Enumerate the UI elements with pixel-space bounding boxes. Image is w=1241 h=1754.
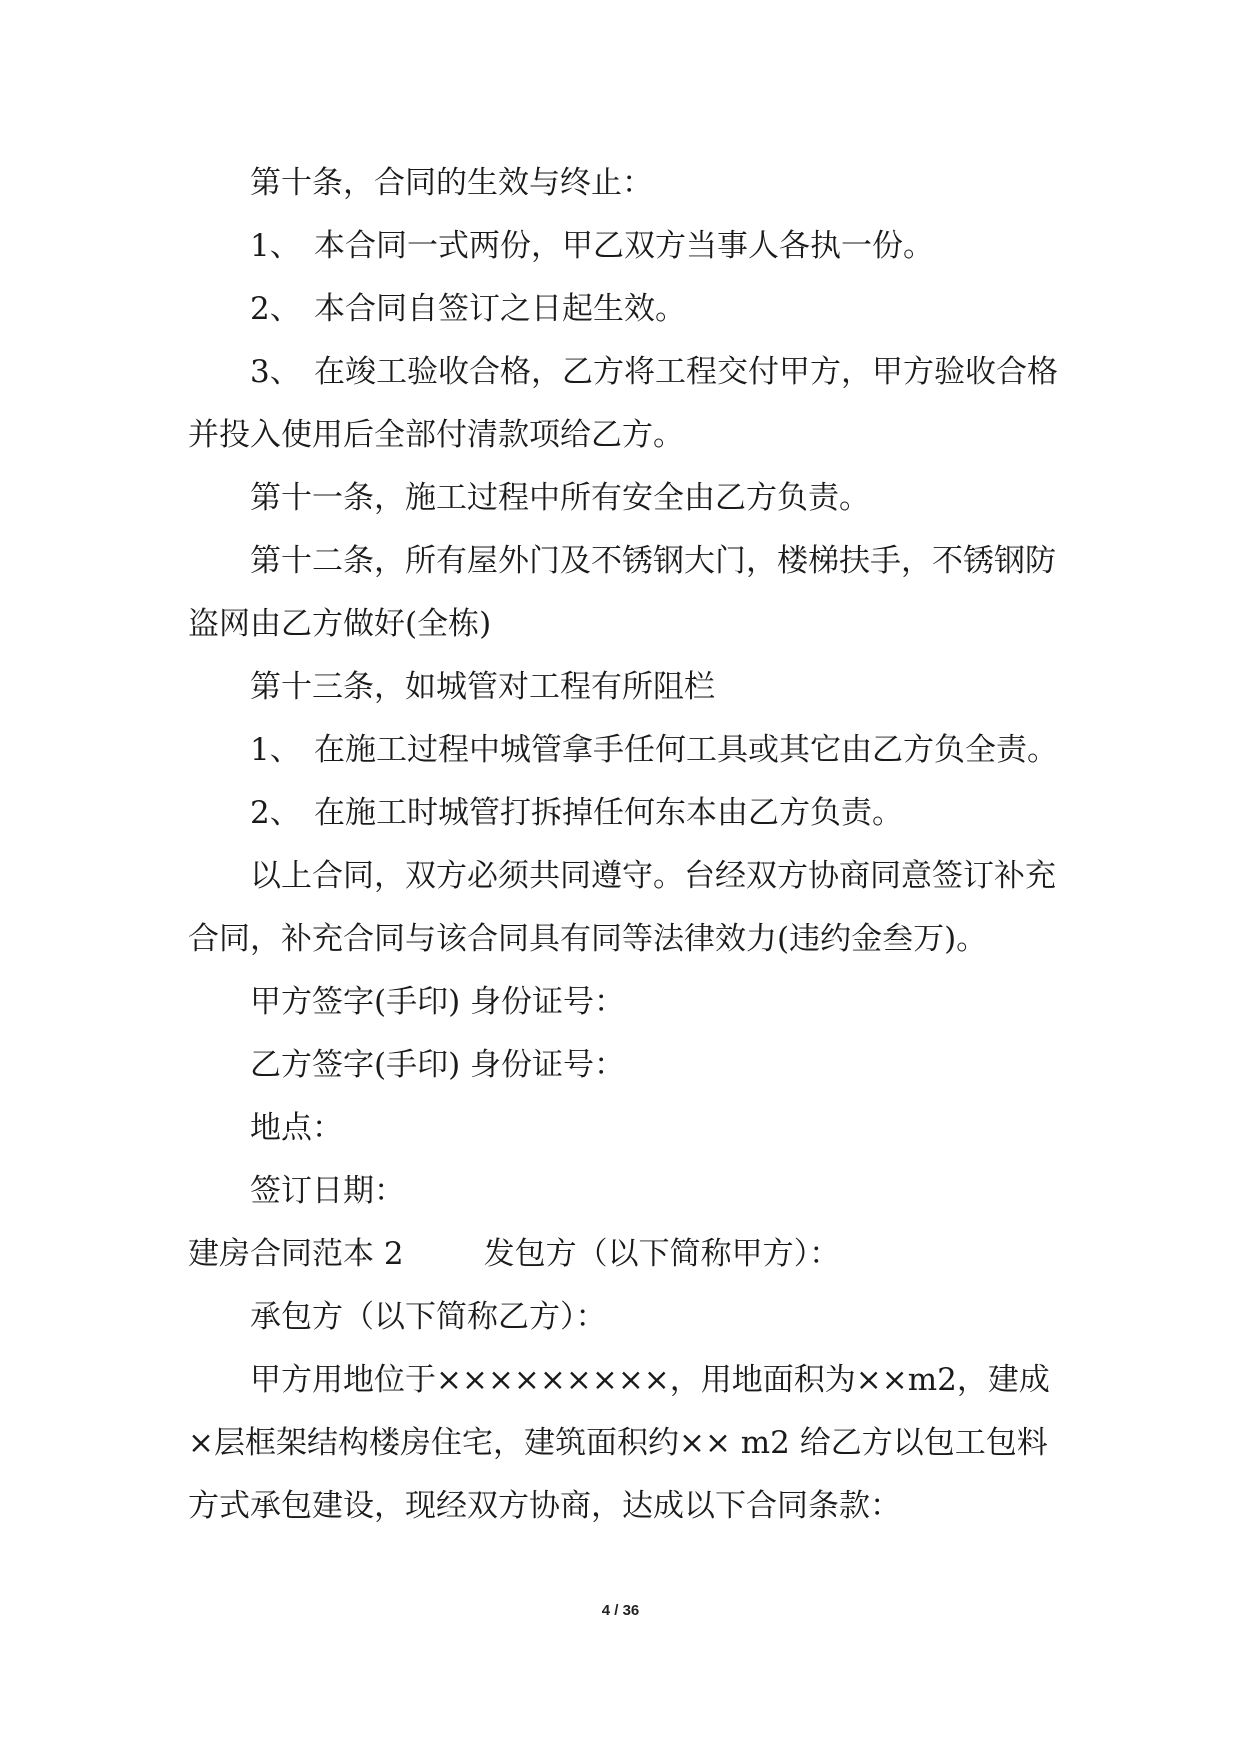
project-description: 甲方用地位于×××××××××，用地面积为××m2，建成	[250, 1362, 1050, 1398]
location-field: 地点：	[250, 1110, 343, 1146]
clause-text: 在施工时城管打拆掉任何东本由乙方负责。	[314, 795, 903, 831]
article-12: 第十二条，所有屋外门及不锈钢大门，楼梯扶手，不锈钢防	[250, 543, 1056, 579]
clause-number: 1、	[250, 228, 301, 264]
article-12-continued: 盗网由乙方做好(全栋)	[188, 606, 492, 642]
project-description-continued-2: 方式承包建设，现经双方协商，达成以下合同条款：	[188, 1488, 901, 1524]
closing-paragraph: 以上合同，双方必须共同遵守。台经双方协商同意签订补充	[250, 858, 1056, 894]
clause-text: 本合同一式两份，甲乙双方当事人各执一份。	[314, 228, 934, 264]
party-a-signature: 甲方签字(手印) 身份证号：	[250, 984, 626, 1020]
template-2-heading-line	[188, 1234, 840, 1274]
clause-13-1	[250, 730, 1058, 770]
clause-text: 在竣工验收合格，乙方将工程交付甲方，甲方验收合格	[314, 354, 1058, 390]
clause-text: 在施工过程中城管拿手任何工具或其它由乙方负全责。	[314, 732, 1058, 768]
clause-text: 本合同自签订之日起生效。	[314, 291, 686, 327]
article-11: 第十一条，施工过程中所有安全由乙方负责。	[250, 480, 870, 516]
clause-10-1	[250, 226, 934, 266]
contractor-party-a: 发包方（以下简称甲方）：	[483, 1236, 841, 1272]
clause-number: 2、	[250, 795, 301, 831]
clause-number: 3、	[250, 354, 301, 390]
clause-number: 2、	[250, 291, 301, 327]
contractor-party-b: 承包方（以下简称乙方）：	[250, 1299, 607, 1335]
project-description-continued-1: ×层框架结构楼房住宅，建筑面积约×× m2 给乙方以包工包料	[188, 1425, 1048, 1461]
article-13-heading: 第十三条，如城管对工程有所阻栏	[250, 669, 715, 705]
party-b-signature: 乙方签字(手印) 身份证号：	[250, 1047, 626, 1083]
article-10-heading: 第十条，合同的生效与终止：	[250, 165, 653, 201]
clause-number: 1、	[250, 732, 301, 768]
clause-10-3	[250, 352, 1058, 392]
signing-date-field: 签订日期：	[250, 1173, 405, 1209]
closing-paragraph-continued: 合同，补充合同与该合同具有同等法律效力(违约金叁万)。	[188, 921, 988, 957]
clause-10-3-continued: 并投入使用后全部付清款项给乙方。	[188, 417, 684, 453]
page-number: 4 / 36	[601, 1602, 640, 1619]
template-title: 建房合同范本 2	[188, 1236, 404, 1272]
clause-13-2	[250, 793, 903, 833]
clause-10-2	[250, 289, 686, 329]
